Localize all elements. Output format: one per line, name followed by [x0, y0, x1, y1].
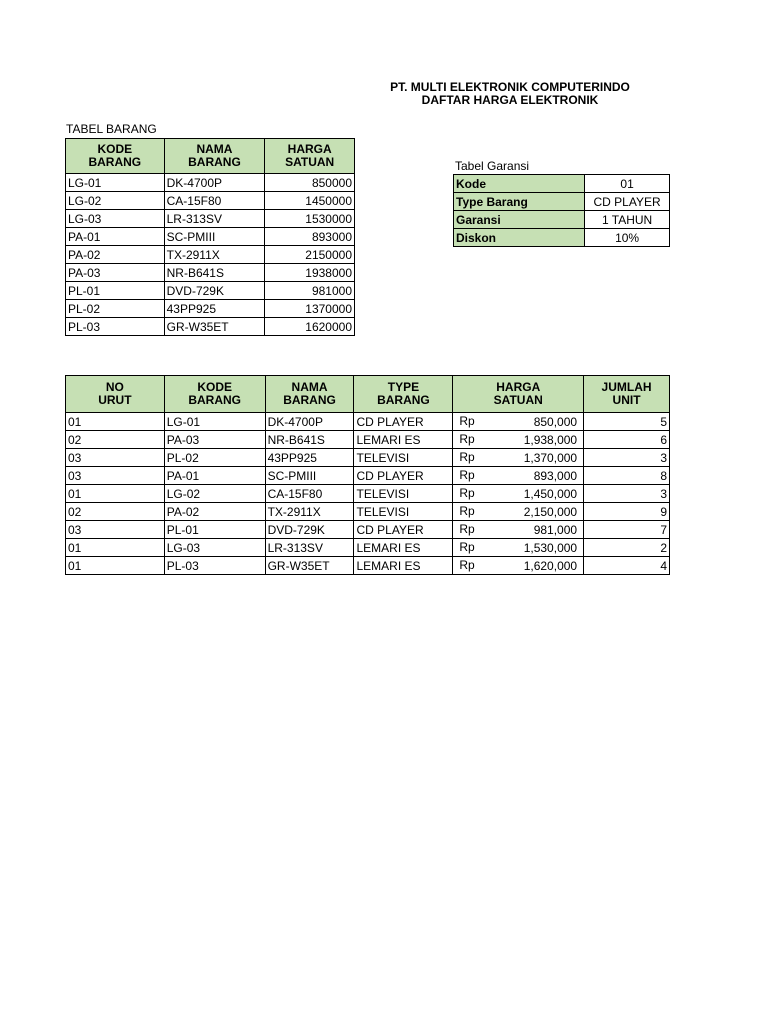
currency-label: Rp	[459, 468, 475, 482]
jumlah-unit-cell: 8	[584, 467, 670, 485]
no-urut-cell: 01	[66, 539, 165, 557]
nama-barang-cell: DK-4700P	[265, 413, 354, 431]
column-header-line: SATUAN	[493, 393, 543, 407]
jumlah-unit-cell: 4	[584, 557, 670, 575]
column-header-line: HARGA	[496, 380, 541, 394]
kode-barang-cell: PA-01	[164, 467, 265, 485]
column-header-line: BARANG	[283, 393, 336, 407]
column-header	[453, 376, 584, 413]
type-barang-cell: LEMARI ES	[354, 539, 453, 557]
table-row	[66, 503, 670, 521]
harga-satuan-cell: 893000	[265, 228, 355, 246]
nama-barang-cell: NR-B641S	[164, 264, 265, 282]
currency-label: Rp	[459, 450, 475, 464]
column-header	[584, 376, 670, 413]
nama-barang-cell: SC-PMIII	[164, 228, 265, 246]
jumlah-unit-cell: 5	[584, 413, 670, 431]
table-row	[66, 539, 670, 557]
type-barang-cell: CD PLAYER	[354, 521, 453, 539]
nama-barang-cell: TX-2911X	[265, 503, 354, 521]
garansi-value-cell: 01	[585, 175, 670, 193]
currency-label: Rp	[459, 414, 475, 428]
nama-barang-cell: TX-2911X	[164, 246, 265, 264]
harga-satuan-cell	[453, 413, 584, 431]
garansi-key-cell: Type Barang	[454, 193, 585, 211]
column-header	[265, 139, 355, 174]
column-header-line: BARANG	[377, 393, 430, 407]
nama-barang-cell: CA-15F80	[164, 192, 265, 210]
kode-barang-cell: PL-01	[164, 521, 265, 539]
column-header	[265, 376, 354, 413]
currency-label: Rp	[459, 558, 475, 572]
harga-value: 850,000	[533, 414, 578, 429]
tabel-garansi	[453, 174, 670, 247]
column-header-line: BARANG	[188, 155, 241, 169]
nama-barang-cell: LR-313SV	[164, 210, 265, 228]
garansi-value-cell: CD PLAYER	[585, 193, 670, 211]
table-row	[454, 211, 670, 229]
harga-satuan-cell: 2150000	[265, 246, 355, 264]
table-row	[66, 413, 670, 431]
harga-satuan-cell	[453, 503, 584, 521]
company-title: PT. MULTI ELEKTRONIK COMPUTERINDO	[390, 80, 630, 94]
table-row	[66, 318, 355, 336]
nama-barang-cell: DVD-729K	[265, 521, 354, 539]
jumlah-unit-cell: 9	[584, 503, 670, 521]
garansi-value-cell: 10%	[585, 229, 670, 247]
type-barang-cell: TELEVISI	[354, 449, 453, 467]
type-barang-cell: CD PLAYER	[354, 413, 453, 431]
currency-label: Rp	[459, 486, 475, 500]
garansi-key-cell: Diskon	[454, 229, 585, 247]
nama-barang-cell: GR-W35ET	[265, 557, 354, 575]
column-header	[164, 139, 265, 174]
harga-satuan-cell: 850000	[265, 174, 355, 192]
type-barang-cell: LEMARI ES	[354, 557, 453, 575]
no-urut-cell: 01	[66, 485, 165, 503]
column-header-line: BARANG	[88, 155, 142, 169]
table-row	[66, 449, 670, 467]
garansi-key-cell: Garansi	[454, 211, 585, 229]
harga-value: 1,938,000	[523, 432, 578, 447]
nama-barang-cell: LR-313SV	[265, 539, 354, 557]
no-urut-cell: 03	[66, 449, 165, 467]
no-urut-cell: 02	[66, 431, 165, 449]
kode-barang-cell: PL-03	[164, 557, 265, 575]
tabel-transaksi-header-row	[66, 376, 670, 413]
no-urut-cell: 01	[66, 557, 165, 575]
table-row	[66, 264, 355, 282]
no-urut-cell: 03	[66, 467, 165, 485]
harga-satuan-cell	[453, 539, 584, 557]
kode-barang-cell: PA-03	[66, 264, 165, 282]
no-urut-cell: 02	[66, 503, 165, 521]
table-row	[66, 174, 355, 192]
harga-satuan-cell: 1938000	[265, 264, 355, 282]
column-header	[66, 376, 165, 413]
jumlah-unit-cell: 2	[584, 539, 670, 557]
column-header-line: NO	[105, 380, 124, 394]
column-header-line: NAMA	[196, 142, 233, 156]
column-header	[164, 376, 265, 413]
no-urut-cell: 03	[66, 521, 165, 539]
harga-satuan-cell: 1370000	[265, 300, 355, 318]
harga-satuan-cell	[453, 431, 584, 449]
column-header-line: KODE	[97, 142, 133, 156]
table-row	[66, 557, 670, 575]
kode-barang-cell: PA-01	[66, 228, 165, 246]
harga-satuan-cell	[453, 449, 584, 467]
nama-barang-cell: 43PP925	[164, 300, 265, 318]
nama-barang-cell: GR-W35ET	[164, 318, 265, 336]
column-header-line: TYPE	[387, 380, 420, 394]
kode-barang-cell: LG-01	[164, 413, 265, 431]
harga-satuan-cell	[453, 467, 584, 485]
kode-barang-cell: LG-02	[66, 192, 165, 210]
column-header-line: NAMA	[291, 380, 328, 394]
kode-barang-cell: PL-02	[66, 300, 165, 318]
column-header	[354, 376, 453, 413]
nama-barang-cell: NR-B641S	[265, 431, 354, 449]
nama-barang-cell: DK-4700P	[164, 174, 265, 192]
column-header-line: HARGA	[287, 142, 332, 156]
tabel-garansi-label: Tabel Garansi	[455, 159, 530, 173]
table-row	[66, 210, 355, 228]
nama-barang-cell: SC-PMIII	[265, 467, 354, 485]
kode-barang-cell: PL-02	[164, 449, 265, 467]
currency-label: Rp	[459, 522, 475, 536]
harga-satuan-cell	[453, 485, 584, 503]
harga-satuan-cell: 1530000	[265, 210, 355, 228]
column-header-line: SATUAN	[285, 155, 335, 169]
column-header	[66, 139, 165, 174]
type-barang-cell: TELEVISI	[354, 503, 453, 521]
type-barang-cell: CD PLAYER	[354, 467, 453, 485]
kode-barang-cell: LG-03	[164, 539, 265, 557]
document-subtitle: DAFTAR HARGA ELEKTRONIK	[421, 93, 599, 107]
table-row	[66, 300, 355, 318]
harga-satuan-cell: 1620000	[265, 318, 355, 336]
currency-label: Rp	[459, 540, 475, 554]
table-row	[454, 175, 670, 193]
jumlah-unit-cell: 6	[584, 431, 670, 449]
harga-satuan-cell	[453, 557, 584, 575]
harga-value: 981,000	[533, 522, 578, 537]
column-header-line: KODE	[197, 380, 232, 394]
harga-satuan-cell: 981000	[265, 282, 355, 300]
table-row	[66, 246, 355, 264]
tabel-transaksi	[65, 375, 670, 575]
kode-barang-cell: PA-02	[164, 503, 265, 521]
nama-barang-cell: DVD-729K	[164, 282, 265, 300]
kode-barang-cell: PL-01	[66, 282, 165, 300]
table-row	[66, 431, 670, 449]
column-header-line: URUT	[98, 393, 132, 407]
type-barang-cell: TELEVISI	[354, 485, 453, 503]
harga-value: 893,000	[533, 468, 578, 483]
column-header-line: JUMLAH	[601, 380, 652, 394]
table-row	[66, 192, 355, 210]
harga-value: 1,530,000	[523, 540, 578, 555]
kode-barang-cell: PL-03	[66, 318, 165, 336]
harga-value: 1,370,000	[523, 450, 578, 465]
harga-value: 2,150,000	[523, 504, 578, 519]
type-barang-cell: LEMARI ES	[354, 431, 453, 449]
column-header-line: BARANG	[188, 393, 241, 407]
jumlah-unit-cell: 7	[584, 521, 670, 539]
tabel-barang	[65, 138, 355, 336]
harga-value: 1,450,000	[523, 486, 578, 501]
kode-barang-cell: PA-02	[66, 246, 165, 264]
nama-barang-cell: CA-15F80	[265, 485, 354, 503]
nama-barang-cell: 43PP925	[265, 449, 354, 467]
kode-barang-cell: LG-03	[66, 210, 165, 228]
table-row	[66, 485, 670, 503]
garansi-value-cell: 1 TAHUN	[585, 211, 670, 229]
table-row	[66, 467, 670, 485]
currency-label: Rp	[459, 504, 475, 518]
jumlah-unit-cell: 3	[584, 485, 670, 503]
harga-value: 1,620,000	[523, 558, 578, 573]
tabel-barang-label: TABEL BARANG	[66, 122, 157, 136]
currency-label: Rp	[459, 432, 475, 446]
kode-barang-cell: PA-03	[164, 431, 265, 449]
kode-barang-cell: LG-02	[164, 485, 265, 503]
jumlah-unit-cell: 3	[584, 449, 670, 467]
table-row	[454, 229, 670, 247]
harga-satuan-cell	[453, 521, 584, 539]
no-urut-cell: 01	[66, 413, 165, 431]
tabel-barang-header-row	[66, 139, 355, 174]
table-row	[66, 282, 355, 300]
table-row	[66, 228, 355, 246]
table-row	[66, 521, 670, 539]
table-row	[454, 193, 670, 211]
harga-satuan-cell: 1450000	[265, 192, 355, 210]
column-header-line: UNIT	[612, 393, 641, 407]
garansi-key-cell: Kode	[454, 175, 585, 193]
kode-barang-cell: LG-01	[66, 174, 165, 192]
